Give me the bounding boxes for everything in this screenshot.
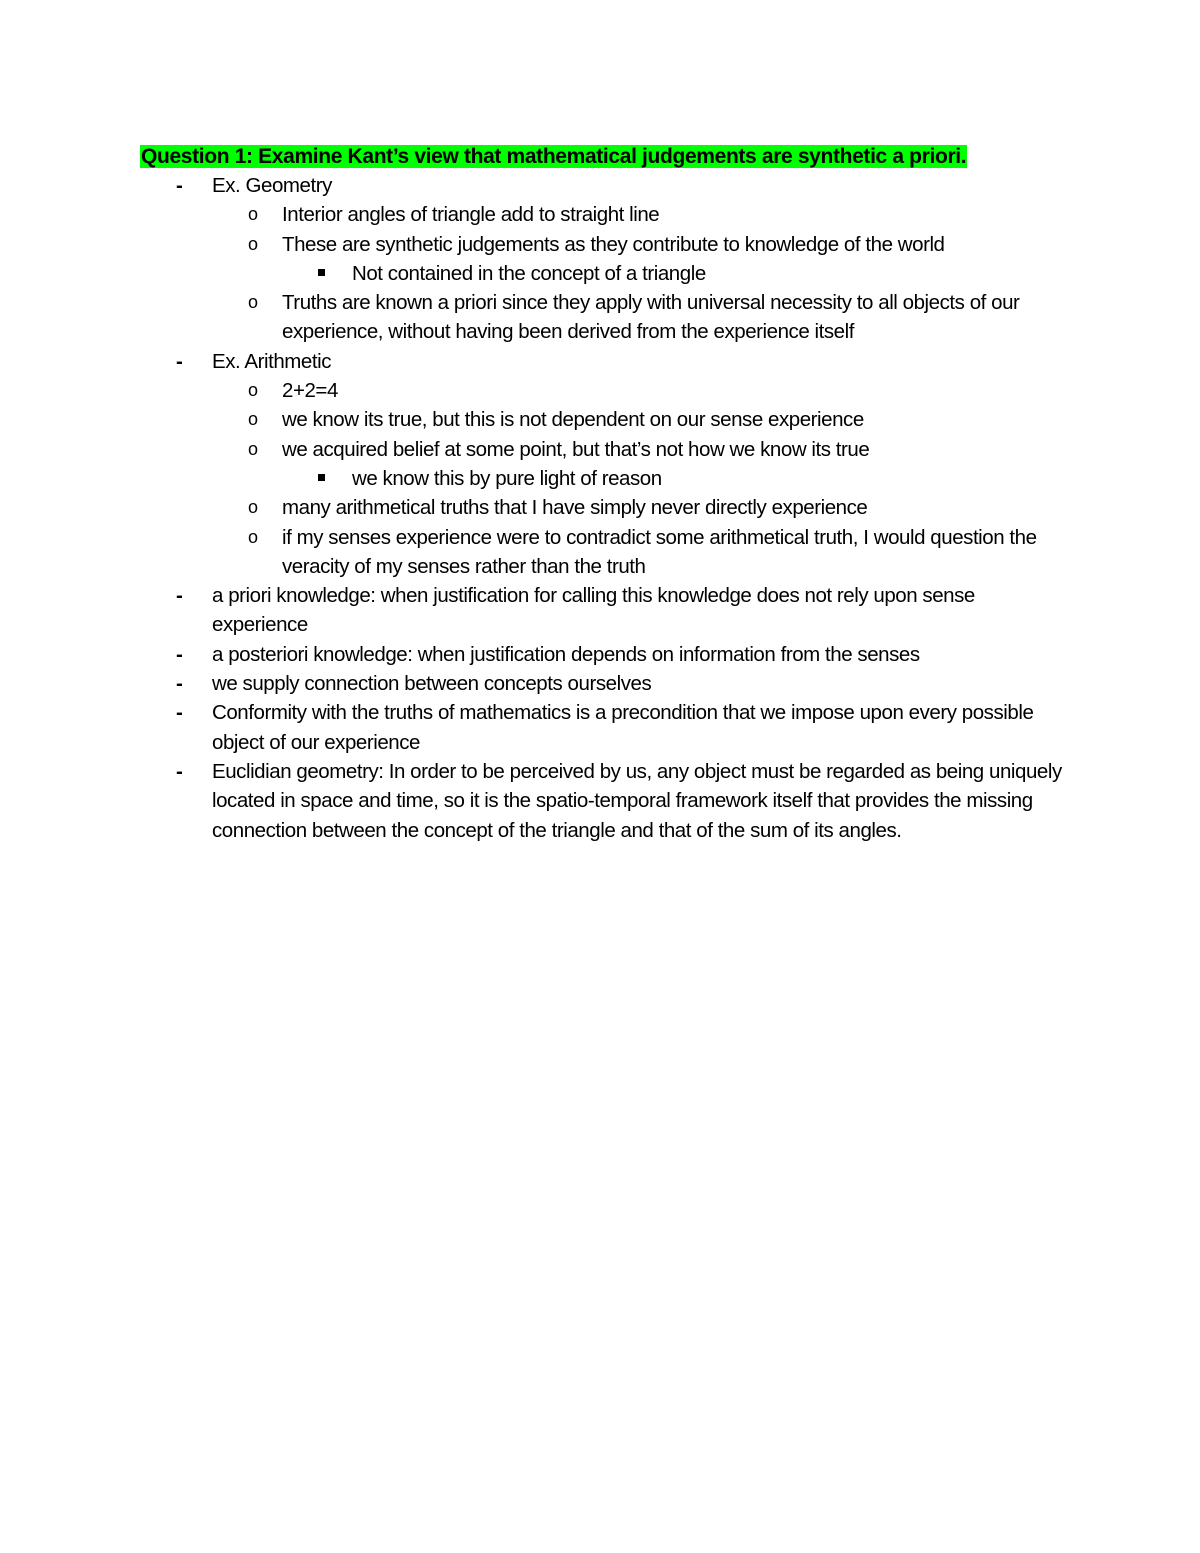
list-item-text: Interior angles of triangle add to straight line	[282, 203, 660, 227]
list-item-text: many arithmetical truths that I have simply never directly experience	[282, 496, 868, 520]
list-item	[0, 259, 1200, 288]
list-item	[0, 698, 1200, 757]
list-item	[0, 230, 1200, 259]
list-item-text: Not contained in the concept of a triangle	[352, 261, 706, 285]
list-item-text: a posteriori knowledge: when justification depends on information from the senses	[212, 642, 920, 666]
list-item	[0, 669, 1200, 698]
question-heading	[140, 142, 967, 172]
list-item-text: Ex. Arithmetic	[212, 349, 332, 373]
list-item	[0, 640, 1200, 669]
list-item	[0, 464, 1200, 493]
highlighted-heading-text: Question 1: Examine Kant’s view that mathematical judgements are synthetic a priori.	[141, 145, 967, 168]
dash-bullet-icon: -	[176, 584, 183, 608]
circle-bullet-icon: o	[248, 409, 258, 430]
dash-bullet-icon: -	[176, 642, 183, 666]
list-item-text: Conformity with the truths of mathematics is a precondition that we impose upon every possible object of our experience	[212, 701, 1034, 754]
circle-bullet-icon: o	[248, 380, 258, 401]
circle-bullet-icon: o	[248, 497, 258, 518]
list-item-text: 2+2=4	[282, 379, 338, 403]
list-item	[0, 757, 1200, 845]
list-item	[0, 200, 1200, 229]
list-item-text: we know its true, but this is not dependent on our sense experience	[282, 408, 864, 432]
list-item-text: Euclidian geometry: In order to be perceived by us, any object must be regarded as being uniquely located in space and time, so it is the spatio-temporal framework itself that provides the missing connection between the concept of the triangle and that of the sum of its angles.	[212, 759, 1062, 842]
list-item	[0, 523, 1200, 582]
list-item-text: we supply connection between concepts ourselves	[212, 672, 652, 696]
list-item-text: if my senses experience were to contradict some arithmetical truth, I would question the veracity of my senses rather than the truth	[282, 525, 1037, 578]
circle-bullet-icon: o	[248, 438, 258, 459]
list-item-text: These are synthetic judgements as they contribute to knowledge of the world	[282, 232, 945, 256]
dash-bullet-icon: -	[176, 672, 183, 696]
list-item	[0, 376, 1200, 405]
circle-bullet-icon: o	[248, 233, 258, 254]
list-item-text: Truths are known a priori since they apply with universal necessity to all objects of our experience, without having been derived from the experience itself	[282, 291, 1020, 344]
list-item	[0, 288, 1200, 347]
list-item-text: we acquired belief at some point, but that’s not how we know its true	[282, 437, 870, 461]
circle-bullet-icon: o	[248, 292, 258, 313]
square-bullet-icon	[318, 259, 325, 288]
list-item	[0, 171, 1200, 200]
dash-bullet-icon: -	[176, 349, 183, 373]
list-item	[0, 347, 1200, 376]
notes-list	[0, 171, 1200, 845]
dash-bullet-icon: -	[176, 174, 183, 197]
dash-bullet-icon: -	[176, 759, 183, 783]
list-item-text: Ex. Geometry	[212, 174, 332, 197]
list-item	[0, 581, 1200, 640]
list-item	[0, 435, 1200, 464]
list-item	[0, 493, 1200, 522]
list-item-text: we know this by pure light of reason	[352, 466, 662, 490]
circle-bullet-icon: o	[248, 204, 258, 225]
circle-bullet-icon: o	[248, 526, 258, 547]
list-item-text: a priori knowledge: when justification for calling this knowledge does not rely upon sense experience	[212, 584, 975, 637]
list-item	[0, 405, 1200, 434]
square-bullet-icon	[318, 464, 325, 493]
square-bullet-icon	[318, 269, 325, 276]
dash-bullet-icon: -	[176, 701, 183, 725]
square-bullet-icon	[318, 474, 325, 481]
